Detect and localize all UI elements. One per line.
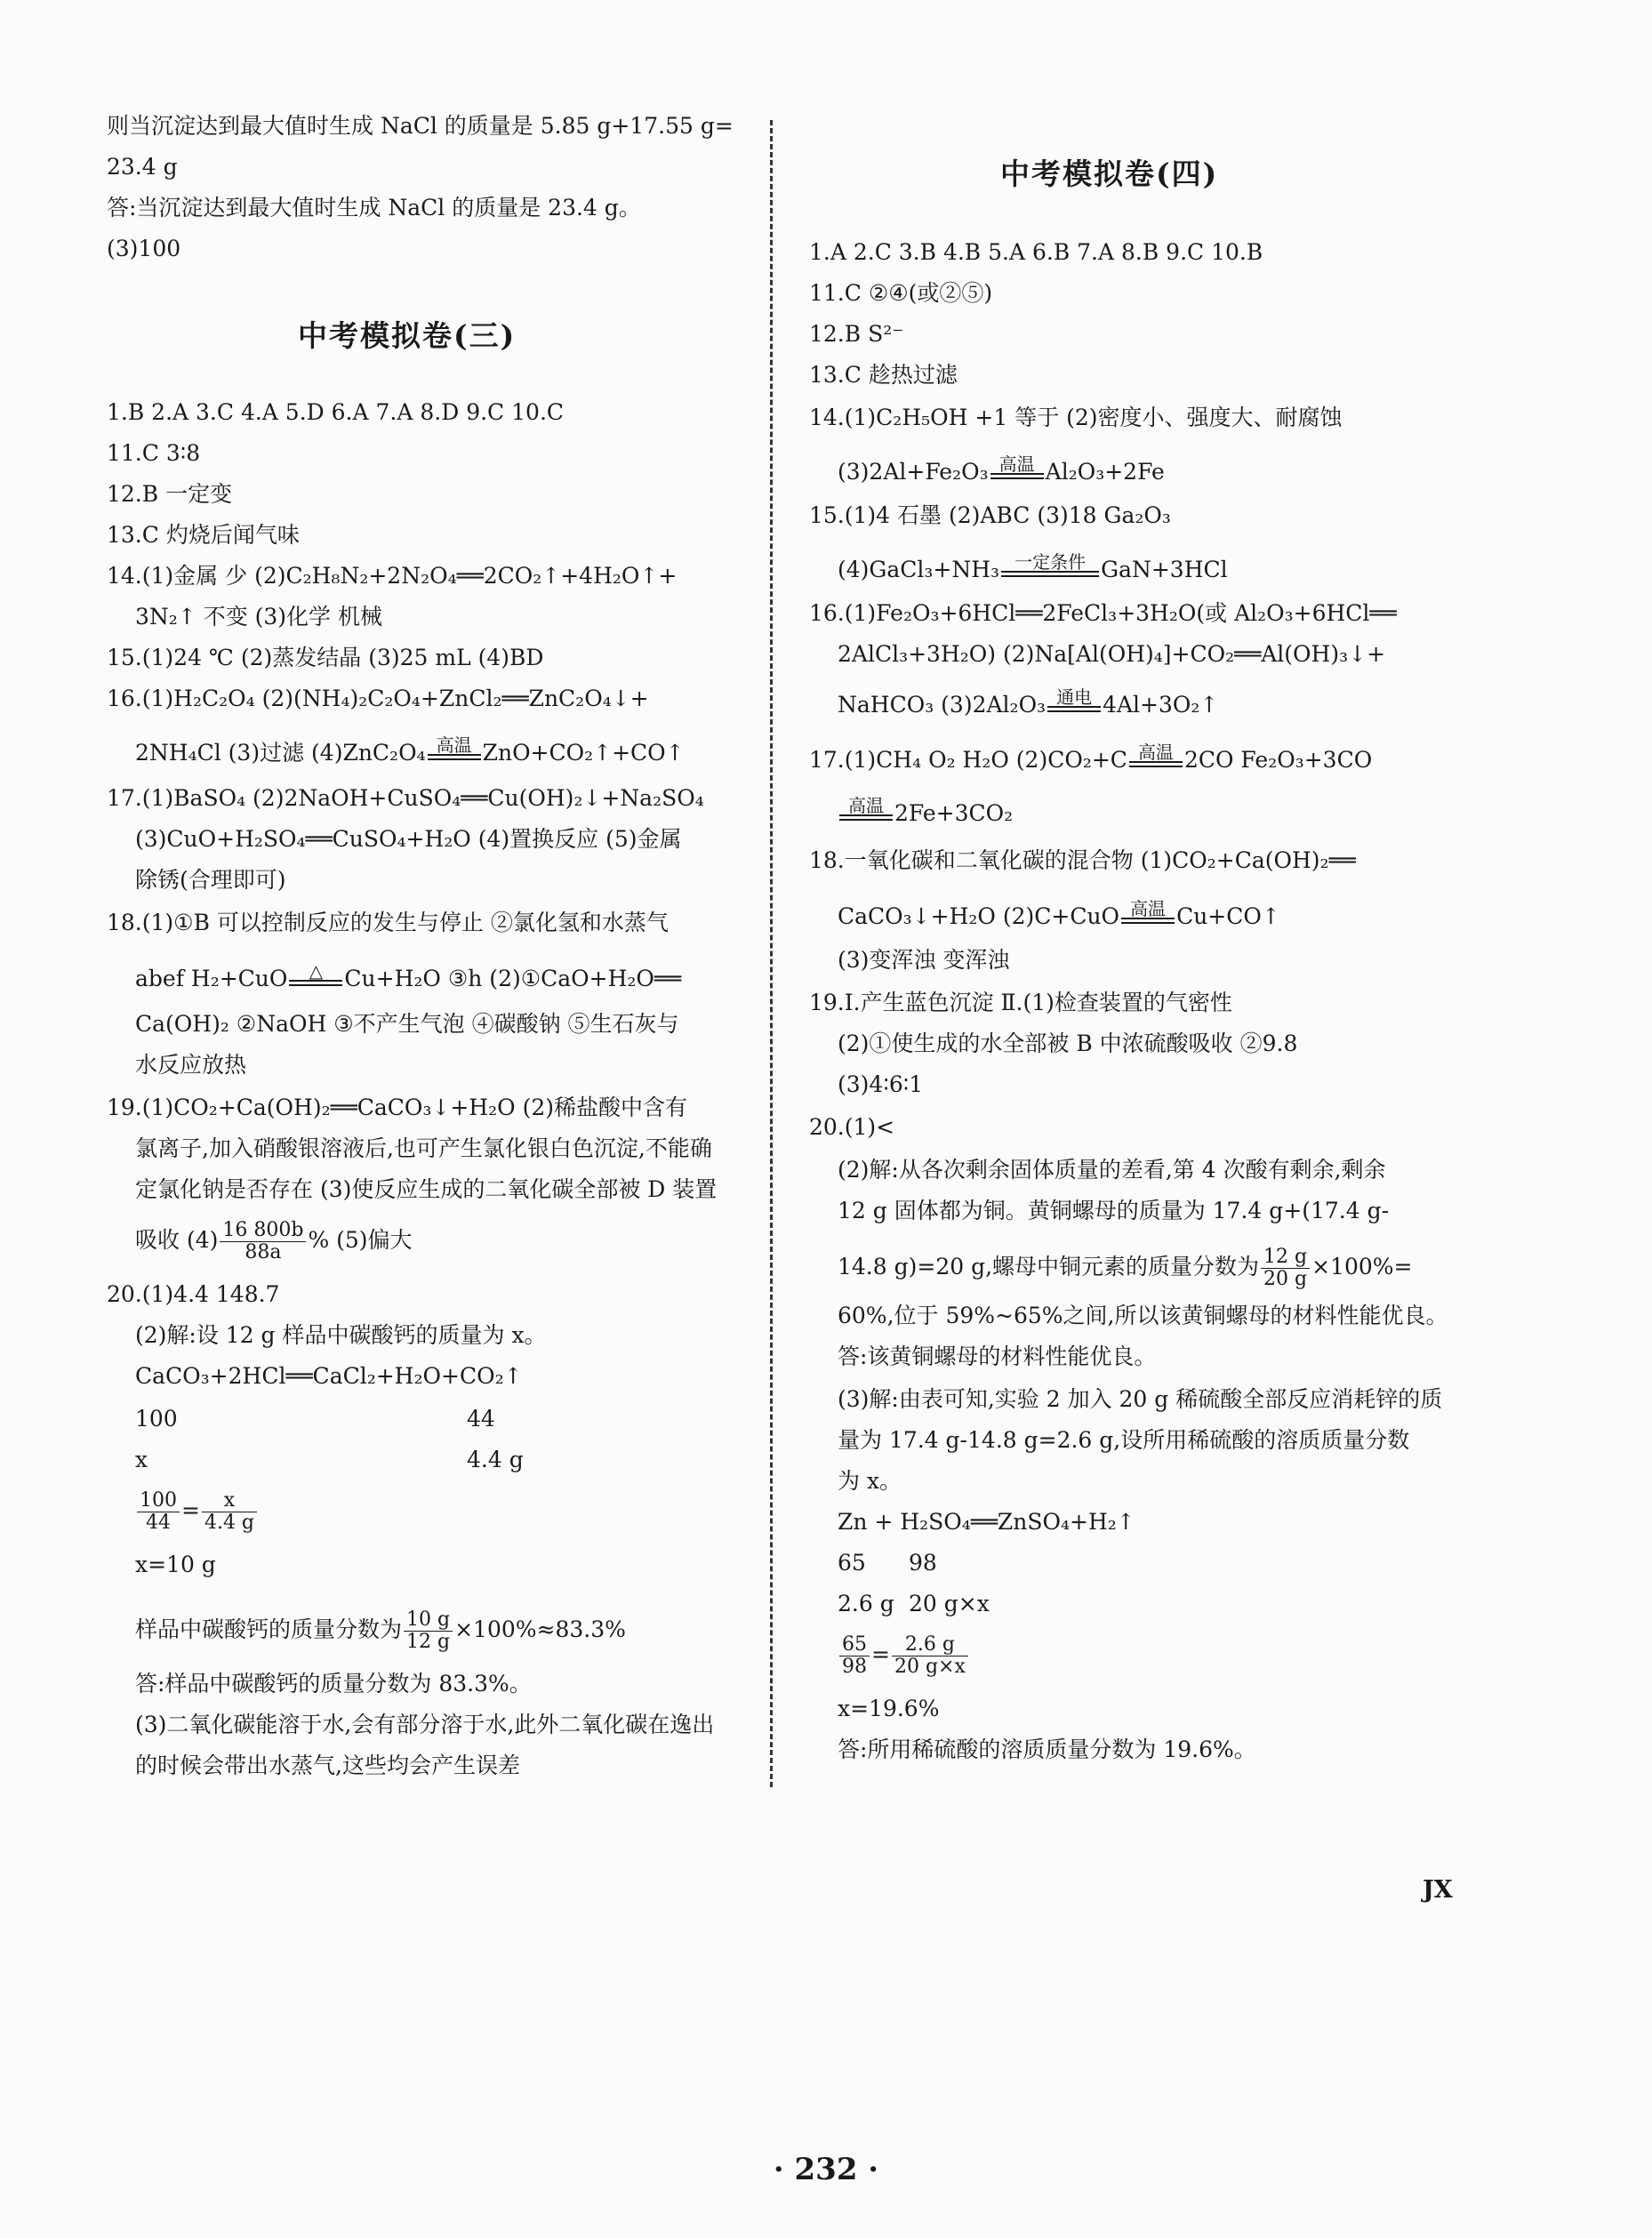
answer-line: 氯离子,加入硝酸银溶液后,也可产生氯化银白色沉淀,不能确 (135, 1135, 712, 1161)
text-line: 23.4 g (107, 154, 178, 180)
equation-coef: 65 (838, 1550, 866, 1576)
numerator: x (202, 1490, 257, 1512)
text: = (181, 1497, 200, 1523)
answer-line: 19.Ⅰ.产生蓝色沉淀 Ⅱ.(1)检查装置的气密性 (809, 990, 1232, 1015)
answer-line (809, 743, 1372, 776)
formula-text: Al₂O₃+2Fe (1045, 459, 1165, 485)
answer-line: Ca(OH)₂ ②NaOH ③不产生气泡 ④碳酸钠 ⑤生石灰与 (135, 1011, 679, 1037)
answer-line: 14.(1)金属 少 (2)C₂H₈N₂+2N₂O₄══2CO₂↑+4H₂O↑+ (107, 563, 678, 589)
answer-line: 20.(1)< (809, 1114, 895, 1140)
numerator: 10 g (404, 1609, 453, 1632)
answer-line: 1.A 2.C 3.B 4.B 5.A 6.B 7.A 8.B 9.C 10.B (809, 239, 1263, 265)
answer-line: 15.(1)4 石墨 (2)ABC (3)18 Ga₂O₃ (809, 502, 1171, 528)
text: 样品中碳酸钙的质量分数为 (135, 1616, 403, 1642)
equation-line: Zn + H₂SO₄══ZnSO₄+H₂↑ (838, 1509, 1135, 1535)
section-title: 中考模拟卷(四) (1000, 156, 1219, 191)
text-line: 则当沉淀达到最大值时生成 NaCl 的质量是 5.85 g+17.55 g= (107, 113, 734, 139)
condition-label: △ (309, 960, 324, 982)
answer-line: 定氯化钠是否存在 (3)使反应生成的二氧化碳全部被 D 装置 (135, 1176, 718, 1202)
equation-var: 2.6 g (838, 1591, 894, 1616)
fraction (839, 1634, 870, 1678)
text: 14.8 g)=20 g,螺母中铜元素的质量分数为 (838, 1254, 1260, 1279)
answer-line: 的时候会带出水蒸气,这些均会产生误差 (135, 1753, 520, 1778)
answer-line: 13.C 趁热过滤 (809, 362, 958, 388)
condition-label: 高温 (848, 795, 884, 816)
numerator: 100 (137, 1490, 180, 1512)
text: ×100%= (1311, 1254, 1413, 1279)
answer-line: 答:该黄铜螺母的材料性能优良。 (838, 1344, 1157, 1369)
answer-line (135, 962, 681, 995)
answer-line: 18.一氧化碳和二氧化碳的混合物 (1)CO₂+Ca(OH)₂══ (809, 847, 1356, 873)
proportion-line (135, 1490, 259, 1534)
numerator: 2.6 g (892, 1634, 968, 1656)
formula-text: ZnO+CO₂↑+CO↑ (482, 740, 685, 766)
formula-text: Cu+H₂O ③h (2)①CaO+H₂O══ (344, 966, 682, 991)
answer-line: (2)解:从各次剩余固体质量的差看,第 4 次酸有剩余,剩余 (838, 1157, 1386, 1183)
denominator: 4.4 g (204, 1512, 255, 1534)
reaction-condition (1121, 900, 1175, 933)
answer-line: 除锈(合理即可) (135, 867, 286, 893)
answer-line (135, 1609, 626, 1653)
denominator: 88a (245, 1241, 282, 1263)
condition-label: 高温 (436, 734, 472, 756)
text: 吸收 (4) (135, 1227, 219, 1253)
section-title: 中考模拟卷(三) (298, 318, 517, 353)
answer-line: 18.(1)①B 可以控制反应的发生与停止 ②氯化氢和水蒸气 (107, 910, 669, 935)
answer-line: 3N₂↑ 不变 (3)化学 机械 (135, 604, 383, 630)
answer-line: x=10 g (135, 1552, 216, 1577)
reaction-condition (289, 962, 342, 995)
text: ×100%≈83.3% (454, 1616, 626, 1642)
answer-line (838, 1247, 1412, 1290)
column-divider (770, 120, 773, 1787)
answer-line: 12.B 一定变 (107, 481, 233, 507)
answer-line (838, 455, 1165, 488)
answer-line: 为 x。 (838, 1468, 902, 1494)
answer-line: 60%,位于 59%~65%之间,所以该黄铜螺母的材料性能优良。 (838, 1303, 1448, 1328)
equation-coef: 98 (909, 1550, 937, 1576)
equation-var: 20 g×x (909, 1591, 990, 1616)
reaction-condition (1001, 553, 1099, 586)
answer-line: 1.B 2.A 3.C 4.A 5.D 6.A 7.A 8.D 9.C 10.C (107, 399, 565, 425)
answer-line: (3)4∶6∶1 (838, 1071, 924, 1097)
condition-label: 一定条件 (1014, 551, 1087, 573)
answer-line: 16.(1)Fe₂O₃+6HCl══2FeCl₃+3H₂O(或 Al₂O₃+6HCl══ (809, 600, 1397, 626)
numerator: 16 800b (220, 1220, 306, 1242)
answer-line: x=19.6% (838, 1696, 940, 1721)
equation-line: CaCO₃+2HCl══CaCl₂+H₂O+CO₂↑ (135, 1363, 523, 1389)
answer-line: (3)解:由表可知,实验 2 加入 20 g 稀硫酸全部反应消耗锌的质 (838, 1386, 1443, 1412)
answer-line: 答:所用稀硫酸的溶质质量分数为 19.6%。 (838, 1737, 1256, 1762)
reaction-condition (839, 797, 893, 830)
text: % (5)偏大 (308, 1227, 413, 1253)
answer-line: 答:样品中碳酸钙的质量分数为 83.3%。 (135, 1671, 532, 1697)
denominator: 12 g (406, 1631, 451, 1653)
proportion-line (838, 1634, 970, 1678)
answer-line: (3)CuO+H₂SO₄══CuSO₄+H₂O (4)置换反应 (5)金属 (135, 826, 682, 852)
formula-text: 17.(1)CH₄ O₂ H₂O (2)CO₂+C (809, 747, 1127, 773)
reaction-condition (428, 736, 481, 769)
fraction (202, 1490, 257, 1534)
answer-line: 20.(1)4.4 148.7 (107, 1281, 280, 1307)
page-number: · 232 · (773, 2152, 879, 2187)
answer-line (838, 553, 1228, 586)
condition-label: 通电 (1056, 686, 1093, 708)
answer-line: 13.C 灼烧后闻气味 (107, 522, 300, 548)
footer-mark: JX (1423, 1876, 1453, 1904)
reaction-condition (1129, 743, 1183, 776)
formula-text: 2CO Fe₂O₃+3CO (1183, 747, 1373, 773)
text-line: 答:当沉淀达到最大值时生成 NaCl 的质量是 23.4 g。 (107, 195, 641, 221)
answer-line (838, 900, 1280, 933)
denominator: 20 g (1263, 1268, 1308, 1290)
equation-coef: 100 (135, 1406, 178, 1432)
text: = (871, 1641, 890, 1667)
denominator: 98 (842, 1656, 867, 1678)
answer-line (135, 736, 685, 769)
answer-line: 11.C 3∶8 (107, 440, 201, 466)
formula-text: 4Al+3O₂↑ (1103, 692, 1219, 718)
text-line: (3)100 (107, 236, 181, 261)
answer-line (838, 797, 1013, 830)
reaction-condition (1047, 688, 1101, 721)
formula-text: (3)2Al+Fe₂O₃ (838, 459, 989, 485)
numerator: 65 (839, 1634, 870, 1656)
answer-line (135, 1220, 413, 1263)
condition-label: 高温 (1137, 742, 1174, 763)
answer-line: 17.(1)BaSO₄ (2)2NaOH+CuSO₄══Cu(OH)₂↓+Na₂SO₄ (107, 785, 704, 811)
formula-text: 2NH₄Cl (3)过滤 (4)ZnC₂O₄ (135, 740, 426, 766)
answer-line: 12.B S²⁻ (809, 321, 904, 347)
answer-line: 11.C ②④(或②⑤) (809, 280, 993, 306)
formula-text: (4)GaCl₃+NH₃ (838, 557, 1000, 582)
fraction (404, 1609, 453, 1653)
answer-line: (2)解:设 12 g 样品中碳酸钙的质量为 x。 (135, 1322, 547, 1348)
answer-line: 2AlCl₃+3H₂O) (2)Na[Al(OH)₄]+CO₂══Al(OH)₃↓+ (838, 641, 1386, 667)
formula-text: Cu+CO↑ (1176, 903, 1280, 929)
formula-text: 2Fe+3CO₂ (894, 800, 1014, 826)
equation-var: 4.4 g (467, 1447, 524, 1472)
equation-var: x (135, 1447, 148, 1472)
answer-line: 水反应放热 (135, 1052, 247, 1078)
answer-line: 19.(1)CO₂+Ca(OH)₂══CaCO₃↓+H₂O (2)稀盐酸中含有 (107, 1095, 687, 1120)
answer-line (838, 688, 1218, 721)
formula-text: NaHCO₃ (3)2Al₂O₃ (838, 692, 1047, 718)
fraction (220, 1220, 306, 1263)
fraction (892, 1634, 968, 1678)
fraction (1261, 1247, 1310, 1290)
answer-line: 量为 17.4 g-14.8 g=2.6 g,设所用稀硫酸的溶质质量分数 (838, 1427, 1410, 1453)
formula-text: CaCO₃↓+H₂O (2)C+CuO (838, 903, 1120, 929)
answer-line: (2)①使生成的水全部被 B 中浓硫酸吸收 ②9.8 (838, 1031, 1298, 1056)
reaction-condition (990, 455, 1044, 488)
answer-line: 15.(1)24 ℃ (2)蒸发结晶 (3)25 mL (4)BD (107, 645, 544, 670)
answer-line: 12 g 固体都为铜。黄铜螺母的质量为 17.4 g+(17.4 g- (838, 1198, 1390, 1223)
fraction (137, 1490, 180, 1534)
answer-line: 14.(1)C₂H₅OH +1 等于 (2)密度小、强度大、耐腐蚀 (809, 405, 1343, 430)
condition-label: 高温 (998, 453, 1035, 475)
answer-line: (3)二氧化碳能溶于水,会有部分溶于水,此外二氧化碳在逸出 (135, 1712, 715, 1737)
formula-text: GaN+3HCl (1101, 557, 1228, 582)
formula-text: abef H₂+CuO (135, 966, 288, 991)
equation-coef: 44 (467, 1406, 495, 1432)
denominator: 20 g×x (894, 1656, 966, 1678)
denominator: 44 (146, 1512, 171, 1534)
condition-label: 高温 (1130, 898, 1167, 919)
answer-line: (3)变浑浊 变浑浊 (838, 947, 1010, 973)
answer-line: 16.(1)H₂C₂O₄ (2)(NH₄)₂C₂O₄+ZnCl₂══ZnC₂O₄↓+ (107, 686, 649, 711)
numerator: 12 g (1261, 1247, 1310, 1269)
